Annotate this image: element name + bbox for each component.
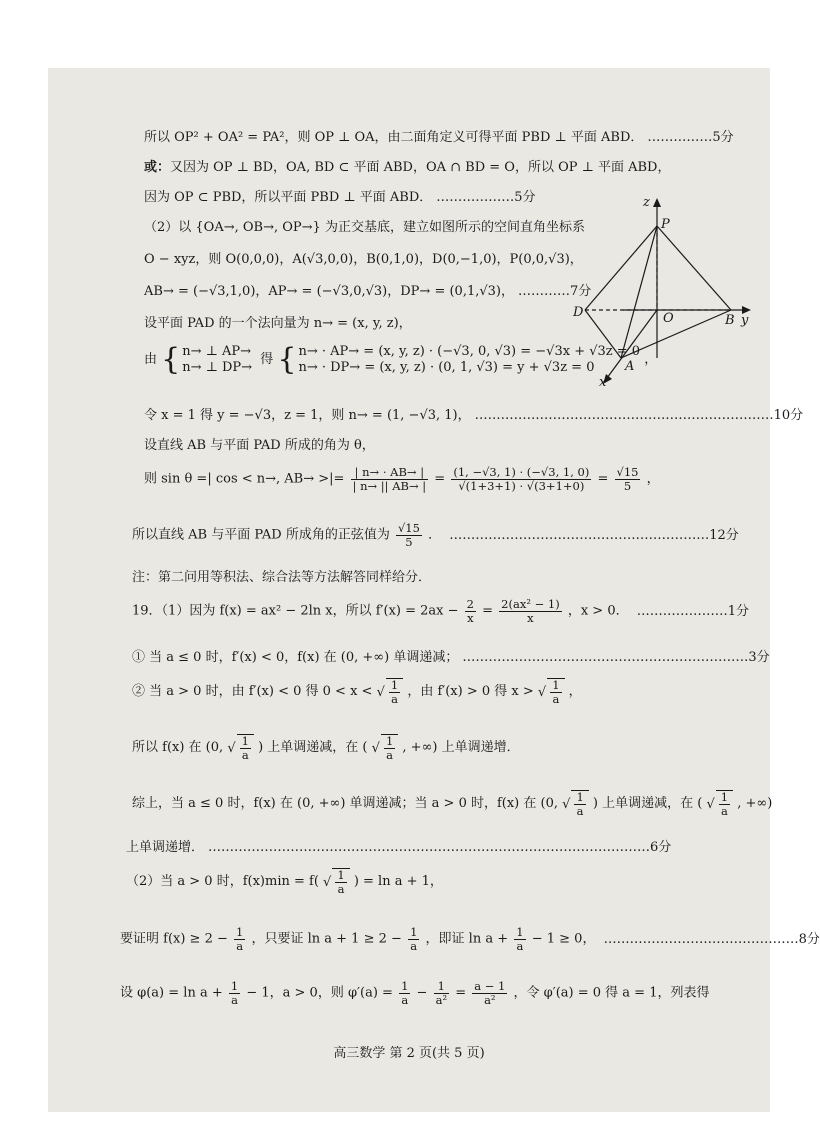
score-marker: …………7分 [517, 284, 592, 299]
label-z: z [643, 195, 650, 210]
sine-formula: 则 sin θ =| cos < n→, AB→ >|= $\frac{| n\to \cdot AB\to |}{| n\to || AB\to |}$ = $\frac{(1, -√3, 1) \cdot (-√3, 1, 0)}{√(1+3+1) \cdot √(3+1+0)}$ = $\frac{√15}{5}$ ， [144, 465, 660, 493]
summary-line-2: 上单调递增． …………………………………………………………………………………………6分 [126, 840, 672, 855]
score-marker: …………………1分 [636, 603, 750, 619]
edge-PD [585, 226, 657, 310]
line-13-note: 注：第二问用等积法、综合法等方法解答同样给分． [132, 570, 432, 585]
score-marker: ………………………………………8分 [603, 931, 820, 947]
label-D: D [573, 305, 584, 320]
line-2: 或：又因为 OP ⊥ BD，OA, BD ⊂ 平面 ABD，OA ∩ BD = O，所以 OP ⊥ 平面 ABD， [144, 160, 671, 175]
score-marker: ……………………………………………………12分 [449, 527, 739, 543]
score-marker: ………………5分 [436, 190, 536, 205]
score-marker: ……………………………………………………………10分 [474, 408, 804, 423]
line-5: O − xyz，则 O(0,0,0)，A(√3,0,0)，B(0,1,0)，D(0,−1,0)，P(0,0,√3)， [144, 252, 583, 267]
label-A: A [625, 359, 635, 374]
coordinate-figure [573, 195, 753, 390]
q19-line: 19．（1）因为 f(x) = ax² − 2ln x，所以 f′(x) = 2ax − $\frac{2}{x}$ = $\frac{\text{2(ax² − 1)}}{x}$ ，x > 0． …………………1分 [132, 597, 750, 625]
monotonic-line: 所以 f(x) 在 (0, √ $\frac{1}{a}$ ) 上单调递减，在 ( √ $\frac{1}{a}$ , +∞) 上单调递增． [132, 734, 520, 762]
line-9: 令 x = 1 得 y = −√3，z = 1，则 n→ = (1, −√3, 1)， ……………………………………………………………10分 [144, 408, 804, 423]
label-B: B [725, 313, 735, 328]
system-of-equations: 由 { n→ ⊥ AP→ n→ ⊥ DP→ 得 { n→ · AP→ = (x, y, z) · (−√3, 0, √3) = −√3x + √3z = 0 n→ · DP→ = (x, y, z) · (0, 1, √3) = y + √3z = 0 ， [144, 342, 658, 377]
edge-DA [585, 310, 621, 358]
line-7: 设平面 PAD 的一个法向量为 n→ = (x, y, z)， [144, 316, 412, 331]
line-12: 所以直线 AB 与平面 PAD 所成角的正弦值为 $\frac{√15}{5}$ ． ……………………………………………………12分 [132, 521, 739, 549]
line-6: AB→ = (−√3,1,0)，AP→ = (−√3,0,√3)，DP→ = (0,1,√3)， …………7分 [144, 284, 592, 299]
label-P: P [661, 217, 670, 232]
phi-line: 设 φ(a) = ln a + $\frac{1}{a}$ − 1，a > 0，则 φ′(a) = $\frac{1}{a}$ − $\frac{1}{\text{a²}}$ = $\frac{a - 1}{\text{a²}}$ ，令 φ′(a) = 0 得 a = 1，列表得 [120, 979, 710, 1007]
line-10: 设直线 AB 与平面 PAD 所成的角为 θ， [144, 438, 375, 453]
line-1: 所以 OP² + OA² = PA²，则 OP ⊥ OA，由二面角定义可得平面 PBD ⊥ 平面 ABD． ……………5分 [144, 130, 734, 145]
edge-AB [621, 310, 731, 358]
edge-PA [621, 226, 657, 358]
z-axis-arrow [653, 198, 661, 207]
edge-PB [657, 226, 731, 310]
score-marker: …………………………………………………………………………………………6分 [208, 840, 672, 855]
label-y: y [741, 313, 749, 328]
label-x: x [599, 375, 607, 390]
line-4: （2）以 {OA→, OB→, OP→} 为正交基底，建立如图所示的空间直角坐标系 [144, 220, 585, 235]
case-2-line: ② 当 a > 0 时，由 f′(x) < 0 得 0 < x < √ $\frac{1}{a}$ ，由 f′(x) > 0 得 x > √ $\frac{1}{a}$ ， [132, 678, 582, 706]
score-marker: ……………5分 [647, 130, 734, 145]
case-1-line: ① 当 a ≤ 0 时，f′(x) < 0，f(x) 在 (0, +∞) 单调递减； …………………………………………………………3分 [132, 650, 770, 665]
label-O: O [663, 311, 674, 326]
page-footer: 高三数学 第 2 页(共 5 页) [333, 1046, 485, 1061]
score-marker: …………………………………………………………3分 [462, 650, 770, 665]
summary-line: 综上，当 a ≤ 0 时，f(x) 在 (0, +∞) 单调递减；当 a > 0 时，f(x) 在 (0, √ $\frac{1}{a}$ ) 上单调递减，在 ( √ $\frac{1}{a}$ , +∞) [132, 790, 772, 818]
line-3: 因为 OP ⊂ PBD，所以平面 PBD ⊥ 平面 ABD． ………………5分 [144, 190, 536, 205]
part-2-line: （2）当 a > 0 时，f(x)min = f( √ $\frac{1}{a}$ ) = ln a + 1， [126, 868, 443, 896]
alt-solution-label: 或： [144, 160, 171, 175]
exam-page [48, 68, 820, 1112]
proof-line: 要证明 f(x) ≥ 2 − $\frac{1}{a}$ ，只要证 ln a + 1 ≥ 2 − $\frac{1}{a}$ ，即证 ln a + $\frac{1}{a}$ − 1 ≥ 0， ………………………………………8分 [120, 925, 820, 953]
